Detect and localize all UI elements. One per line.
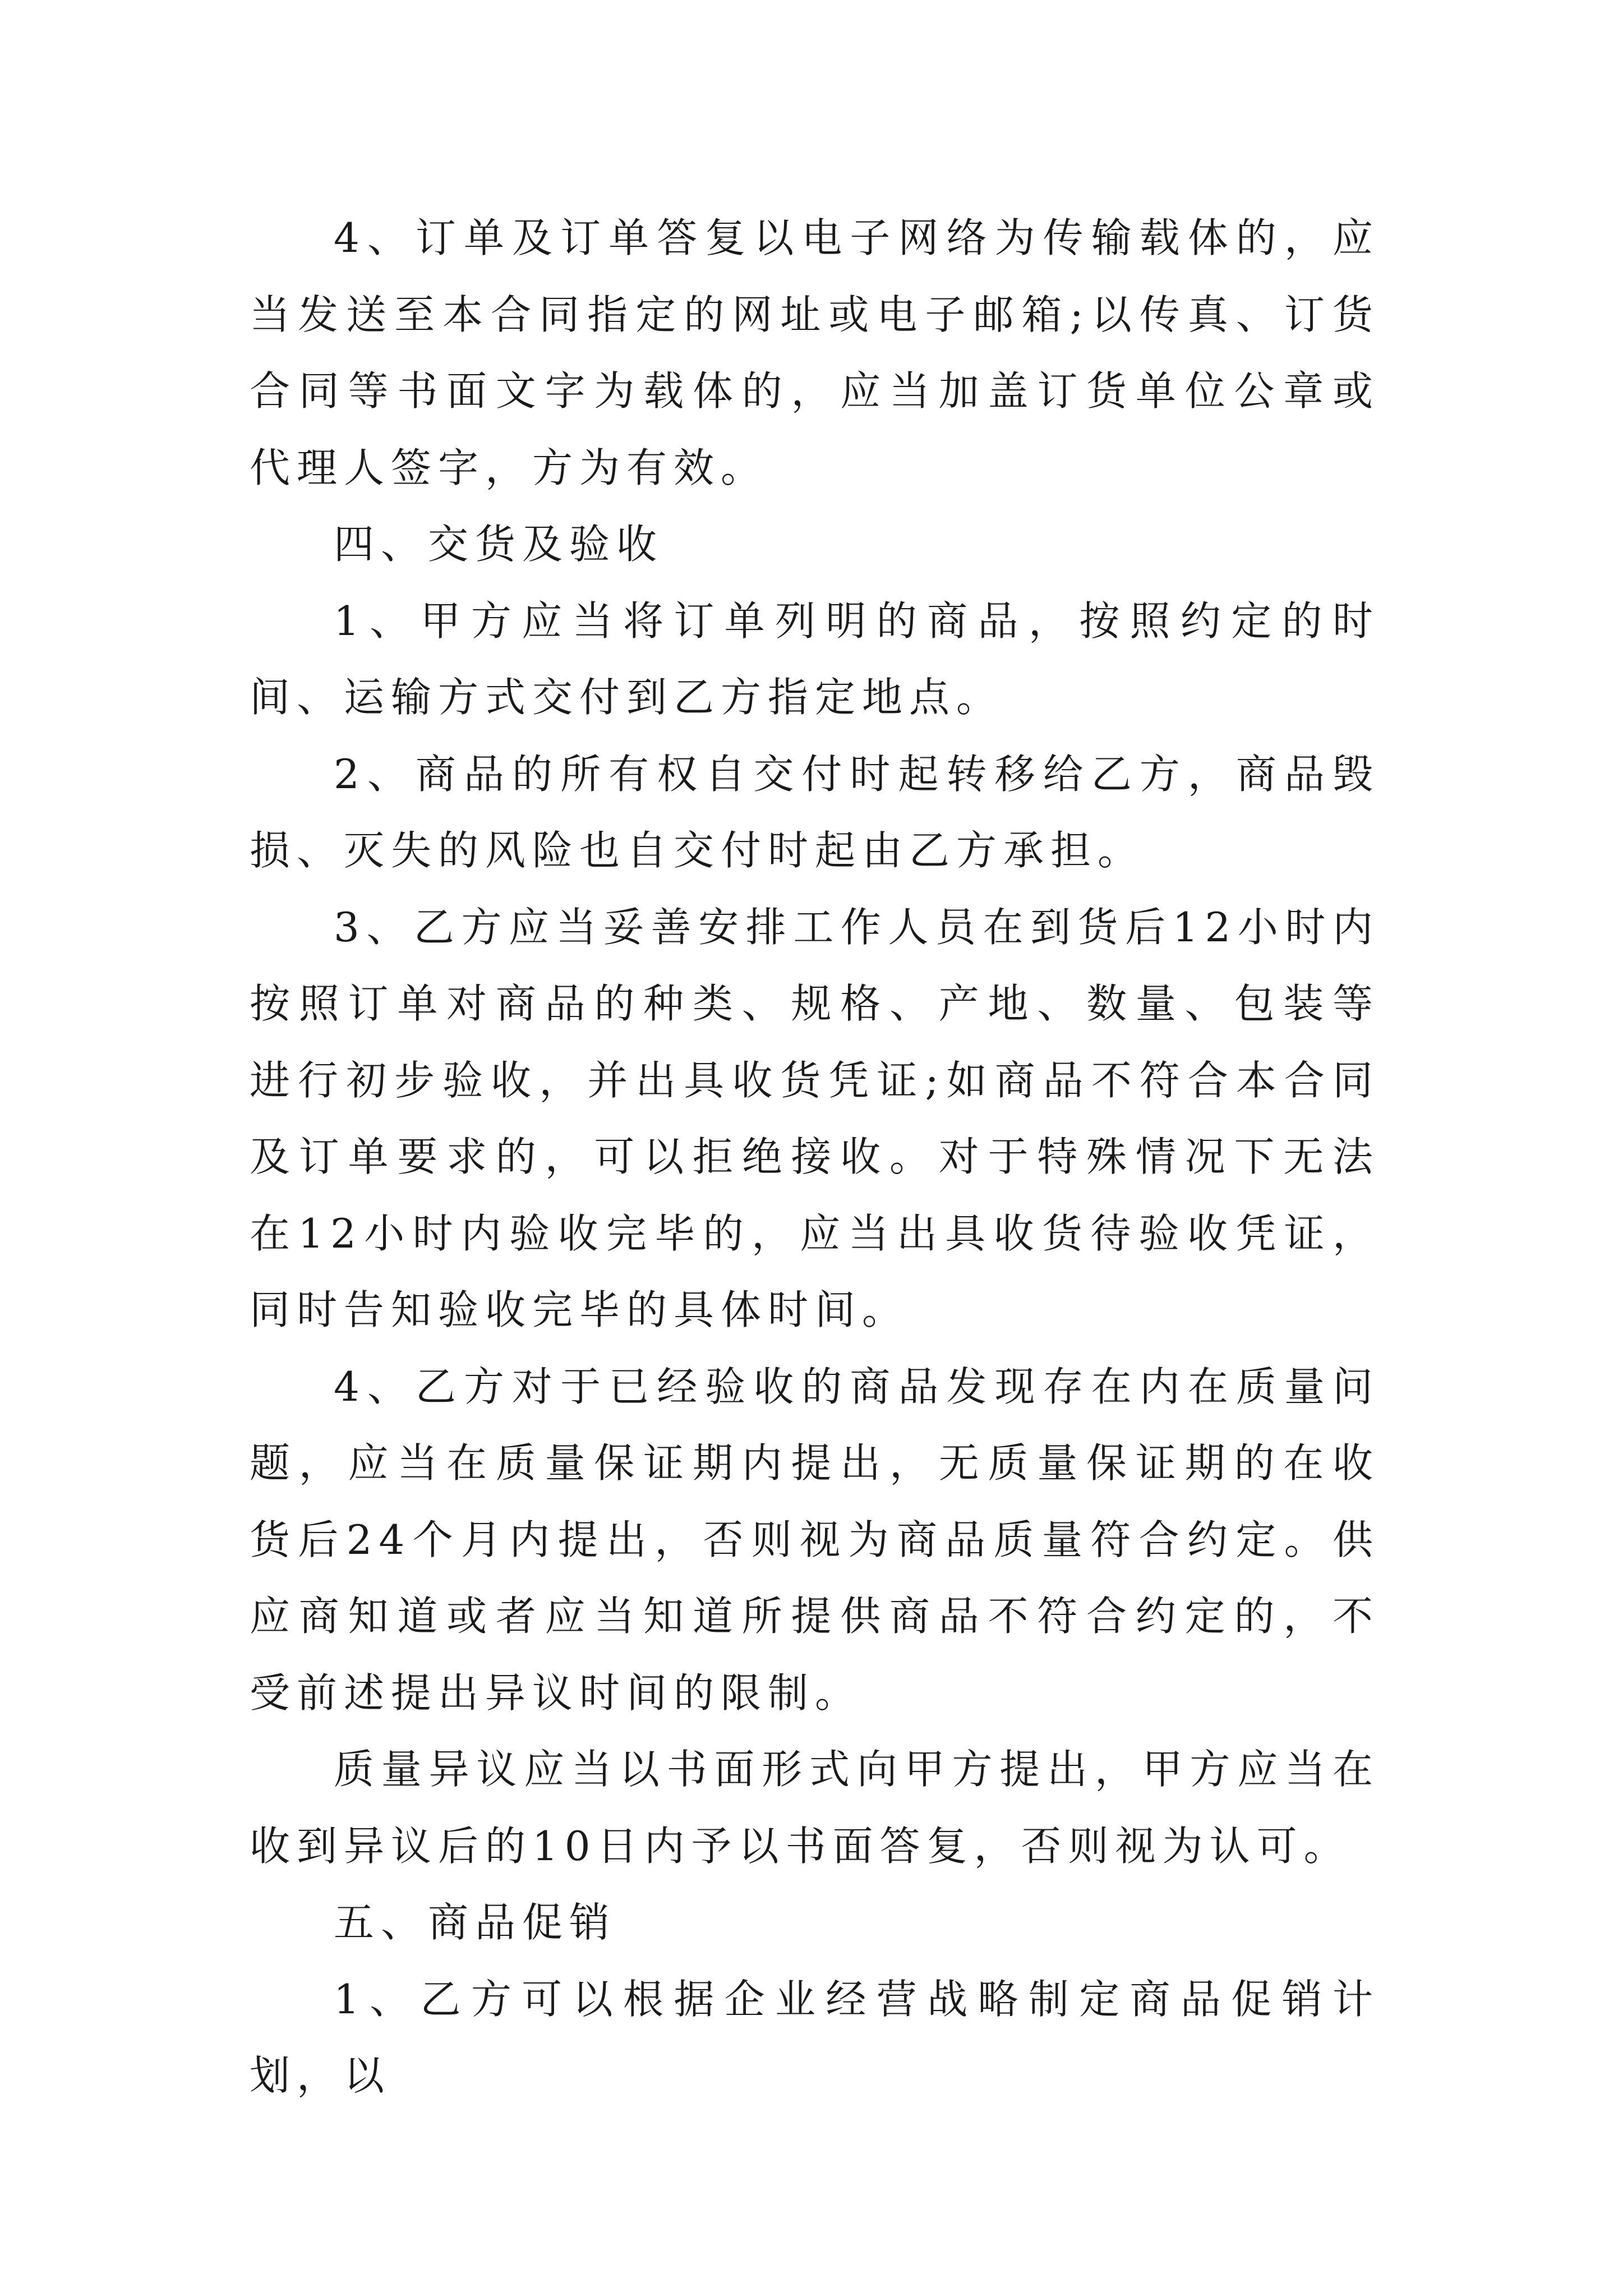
quality-objection-paragraph: 质量异议应当以书面形式向甲方提出，甲方应当在收到异议后的10日内予以书面答复，否则视为认可。 <box>250 1746 1380 1870</box>
clause-5-1-promotion-plan: 1、乙方可以根据企业经营战略制定商品促销计划，以 <box>250 1975 1380 2099</box>
clause-4-2-ownership-transfer: 2、商品的所有权自交付时起转移给乙方，商品毁损、灭失的风险也自交付时起由乙方承担。 <box>250 750 1380 874</box>
clause-3-4-order-transmission: 4、订单及订单答复以电子网络为传输载体的，应当发送至本合同指定的网址或电子邮箱;以传真、订货合同等书面文字为载体的，应当加盖订货单位公章或代理人签字，方为有效。 <box>250 214 1380 491</box>
section-heading-delivery-acceptance: 四、交货及验收 <box>334 521 664 568</box>
clause-4-3-initial-inspection: 3、乙方应当妥善安排工作人员在到货后12小时内按照订单对商品的种类、规格、产地、数量、包装等进行初步验收，并出具收货凭证;如商品不符合本合同及订单要求的，可以拒绝接收。对于特殊情况下无法在12小时内验收完毕的，应当出具收货待验收凭证，同时告知验收完毕的具体时间。 <box>250 903 1380 1333</box>
clause-4-1-delivery: 1、甲方应当将订单列明的商品，按照约定的时间、运输方式交付到乙方指定地点。 <box>250 597 1380 721</box>
clause-4-4-quality-issues: 4、乙方对于已经验收的商品发现存在内在质量问题，应当在质量保证期内提出，无质量保证期的在收货后24个月内提出，否则视为商品质量符合约定。供应商知道或者应当知道所提供商品不符合约定的，不受前述提出异议时间的限制。 <box>250 1363 1380 1717</box>
document-body <box>250 200 1380 2114</box>
section-heading-promotion: 五、商品促销 <box>334 1899 617 1946</box>
